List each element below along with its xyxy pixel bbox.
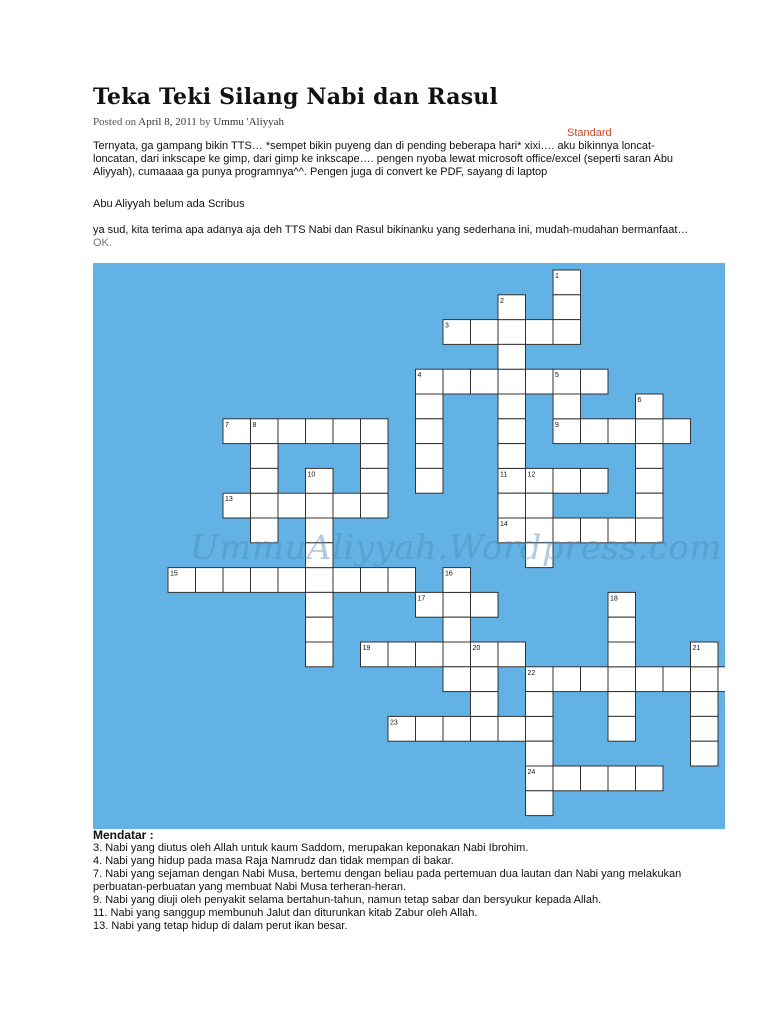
crossword-cell [498, 394, 526, 419]
crossword-cell [306, 493, 334, 518]
clue-item: 4. Nabi yang hidup pada masa Raja Namrudz dan tidak mempan di bakar. [93, 855, 454, 867]
crossword-cell [526, 320, 554, 345]
clue-item: 13. Nabi yang tetap hidup di dalam perut ikan besar. [93, 920, 348, 932]
crossword-cell [691, 741, 719, 766]
crossword-cell [608, 642, 636, 667]
crossword-cell [608, 617, 636, 642]
crossword-cell [361, 444, 389, 469]
crossword-cell [636, 419, 664, 444]
crossword-cell [443, 642, 471, 667]
crossword-cell [416, 468, 444, 493]
crossword-cell [471, 692, 499, 717]
crossword-cell [306, 518, 334, 543]
crossword-cell [251, 568, 279, 593]
crossword-cell [416, 642, 444, 667]
clue-number-12: 12 [527, 471, 536, 479]
intro-paragraph: Ternyata, ga gampang bikin TTS… *sempet bikin puyeng dan di pending beberapa hari* xixi…. aku bikinnya loncat-loncatan, dari inkscape ke gimp, dari gimp ke inkscape…. pengen nyoba lewat microsoft office/excel (seperti saran Abu Aliyyah), cumaaaa ga punya programnya^^. Pengen juga di convert ke PDF, sayang di laptop [93, 140, 674, 178]
crossword-cell [526, 493, 554, 518]
crossword-grid [93, 263, 725, 829]
post-meta [93, 116, 284, 128]
post-title[interactable]: Teka Teki Silang Nabi dan Rasul [93, 84, 499, 110]
crossword-cell [498, 493, 526, 518]
posted-on-label: Posted on [93, 116, 137, 128]
crossword-cell [416, 419, 444, 444]
clues-heading: Mendatar : [93, 828, 154, 842]
crossword-cell [526, 741, 554, 766]
crossword-cell [498, 419, 526, 444]
crossword-cell [526, 692, 554, 717]
scribus-paragraph: Abu Aliyyah belum ada Scribus [93, 198, 245, 210]
clue-number-7: 7 [225, 421, 229, 429]
crossword-cell [581, 766, 609, 791]
crossword-cell [663, 667, 691, 692]
clue-item: 3. Nabi yang diutus oleh Allah untuk kaum Saddom, merupakan keponakan Nabi Ibrohim. [93, 842, 529, 854]
clue-number-21: 21 [692, 645, 701, 652]
crossword-cell [553, 320, 581, 345]
crossword-cell [498, 444, 526, 469]
crossword-cell [608, 692, 636, 717]
clue-number-9: 9 [555, 421, 559, 429]
crossword-cell [553, 766, 581, 791]
ok-text: OK. [93, 237, 112, 249]
crossword-cell [471, 716, 499, 741]
crossword-cell [498, 642, 526, 667]
clue-number-15: 15 [170, 570, 178, 578]
crossword-cell [636, 667, 664, 692]
clue-number-13: 13 [225, 496, 233, 504]
crossword-cell [526, 791, 554, 816]
crossword-cell [498, 716, 526, 741]
crossword-cell [333, 419, 361, 444]
crossword-cell [333, 493, 361, 518]
crossword-cell [636, 493, 664, 518]
crossword-cell [526, 716, 554, 741]
crossword-cell [361, 419, 389, 444]
crossword-cell [526, 518, 554, 543]
crossword-cell [498, 369, 526, 394]
clue-number-22: 22 [527, 669, 536, 677]
crossword-cell [416, 444, 444, 469]
crossword-cell [691, 692, 719, 717]
crossword-cell [416, 716, 444, 741]
crossword-cell [691, 667, 719, 692]
post-format-label[interactable]: Standard [567, 127, 612, 139]
clue-number-4: 4 [417, 372, 422, 380]
crossword-cell [196, 568, 224, 593]
crossword-cell [306, 642, 334, 667]
crossword-cell [581, 419, 609, 444]
crossword-cell [553, 295, 581, 320]
crossword-cell [306, 617, 334, 642]
clue-number-23: 23 [390, 719, 398, 727]
crossword-cell [471, 320, 499, 345]
crossword-svg [93, 263, 725, 829]
crossword-cell [306, 592, 334, 617]
crossword-cell [251, 444, 279, 469]
crossword-cell [278, 493, 306, 518]
closing-paragraph [93, 224, 693, 250]
crossword-cell [553, 667, 581, 692]
clue-number-16: 16 [445, 570, 453, 578]
clue-number-6: 6 [637, 397, 642, 404]
clue-number-17: 17 [417, 595, 426, 603]
crossword-cell [278, 568, 306, 593]
crossword-cell [361, 468, 389, 493]
crossword-cell [443, 369, 471, 394]
crossword-cell [251, 468, 279, 493]
crossword-cell [526, 543, 554, 568]
crossword-cell [443, 716, 471, 741]
crossword-cell [581, 369, 609, 394]
crossword-cell [608, 667, 636, 692]
crossword-cell [498, 344, 526, 369]
clue-number-19: 19 [362, 645, 371, 652]
crossword-cell [581, 667, 609, 692]
crossword-cell [251, 493, 279, 518]
crossword-cell [306, 419, 334, 444]
crossword-cell [416, 394, 444, 419]
crossword-cell [306, 568, 334, 593]
crossword-cell [306, 543, 334, 568]
closing-text: ya sud, kita terima apa adanya aja deh TTS Nabi dan Rasul bikinanku yang sederhana ini, mudah-mudahan bermanfaat… [93, 224, 689, 236]
across-clues-list [93, 842, 693, 933]
watermark: UmmuAliyyah.Wordpress.com [190, 528, 722, 568]
crossword-cell [251, 518, 279, 543]
clue-number-24: 24 [527, 769, 536, 776]
clue-number-5: 5 [555, 372, 559, 380]
clue-number-1: 1 [555, 273, 559, 280]
clue-number-20: 20 [472, 645, 481, 652]
crossword-cell [608, 716, 636, 741]
clue-number-8: 8 [252, 421, 257, 429]
crossword-cell [663, 419, 691, 444]
crossword-cell [691, 716, 719, 741]
crossword-cell [608, 419, 636, 444]
clue-item: 11. Nabi yang sanggup membunuh Jalut dan diturunkan kitab Zabur oleh Allah. [93, 907, 478, 919]
post-date-link[interactable]: April 8, 2011 [138, 116, 197, 128]
clue-number-18: 18 [610, 595, 618, 603]
crossword-cell [223, 568, 251, 593]
crossword-cell [388, 568, 416, 593]
crossword-cell [443, 592, 471, 617]
crossword-cell [636, 444, 664, 469]
clue-number-11: 11 [500, 471, 508, 479]
clue-number-10: 10 [307, 471, 316, 479]
crossword-cell [553, 394, 581, 419]
clue-item: 7. Nabi yang sejaman dengan Nabi Musa, bertemu dengan beliau pada pertemuan dua lautan dan Nabi yang melakukan perbuatan-perbuatan yang membuat Nabi Musa terheran-heran. [93, 868, 682, 893]
crossword-cell [553, 468, 581, 493]
crossword-cell [443, 617, 471, 642]
clue-number-2: 2 [500, 297, 504, 305]
crossword-cell [526, 369, 554, 394]
crossword-cell [636, 518, 664, 543]
clue-number-3: 3 [445, 322, 449, 330]
crossword-cell [553, 518, 581, 543]
crossword-cell [471, 369, 499, 394]
crossword-cell [718, 667, 725, 692]
crossword-cell [361, 493, 389, 518]
crossword-cell [498, 320, 526, 345]
crossword-cell [636, 766, 664, 791]
by-label: by [199, 116, 211, 128]
crossword-cell [608, 518, 636, 543]
clue-item: 9. Nabi yang diuji oleh penyakit selama bertahun-tahun, namun tetap sabar dan bersyukur kepada Allah. [93, 894, 602, 906]
crossword-cell [388, 642, 416, 667]
author-link[interactable]: Ummu 'Aliyyah [213, 116, 285, 128]
crossword-cell [471, 667, 499, 692]
crossword-cell [333, 568, 361, 593]
crossword-cell [361, 568, 389, 593]
crossword-cell [581, 468, 609, 493]
crossword-cell [278, 419, 306, 444]
crossword-cell [471, 592, 499, 617]
crossword-cell [636, 468, 664, 493]
crossword-cell [608, 766, 636, 791]
clue-number-14: 14 [500, 521, 508, 528]
crossword-cell [581, 518, 609, 543]
crossword-cell [443, 667, 471, 692]
